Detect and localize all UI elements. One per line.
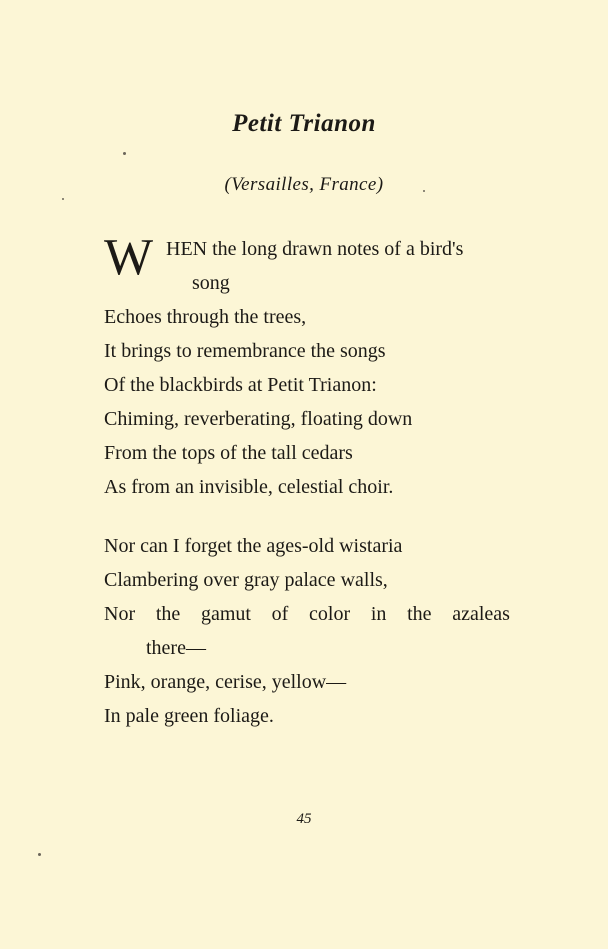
page-number: 45 bbox=[296, 811, 312, 827]
poem-subtitle: (Versailles, France) bbox=[224, 174, 384, 195]
poem-line: Chiming, reverberating, floating down bbox=[104, 408, 413, 430]
paper-speck bbox=[123, 152, 126, 155]
poem-line: As from an invisible, celestial choir. bbox=[104, 476, 394, 498]
poem-line: Nor can I forget the ages-old wistaria bbox=[104, 535, 403, 557]
poem-line: Echoes through the trees, bbox=[104, 306, 307, 328]
poem-line: Pink, orange, cerise, yellow— bbox=[104, 671, 347, 693]
poem-line: From the tops of the tall cedars bbox=[104, 442, 353, 464]
word: color bbox=[309, 603, 351, 625]
stanza-1 bbox=[104, 229, 510, 504]
first-line-text: HEN the long drawn notes of a bird's bbox=[166, 238, 464, 260]
paper-speck bbox=[62, 198, 64, 200]
poem-title: Petit Trianon bbox=[232, 110, 376, 137]
word: gamut bbox=[200, 603, 251, 625]
word: Nor bbox=[104, 603, 136, 625]
word: in bbox=[370, 603, 387, 625]
poem-line-continuation: there— bbox=[146, 637, 206, 659]
word: azaleas bbox=[452, 603, 510, 625]
poem-line: Clambering over gray palace walls, bbox=[104, 569, 388, 591]
word: the bbox=[155, 603, 181, 625]
word: of bbox=[271, 603, 289, 625]
word: the bbox=[407, 603, 432, 625]
poem-line: Of the blackbirds at Petit Trianon: bbox=[104, 374, 377, 396]
first-line-continuation: song bbox=[192, 272, 230, 294]
poem-line-justified bbox=[104, 597, 510, 631]
poem-line: It brings to remembrance the songs bbox=[104, 340, 386, 362]
drop-cap: W bbox=[104, 229, 152, 286]
stanza-2 bbox=[104, 529, 510, 733]
poem-line: In pale green foliage. bbox=[104, 705, 274, 727]
paper-speck bbox=[423, 190, 425, 192]
paper-speck bbox=[38, 853, 41, 856]
